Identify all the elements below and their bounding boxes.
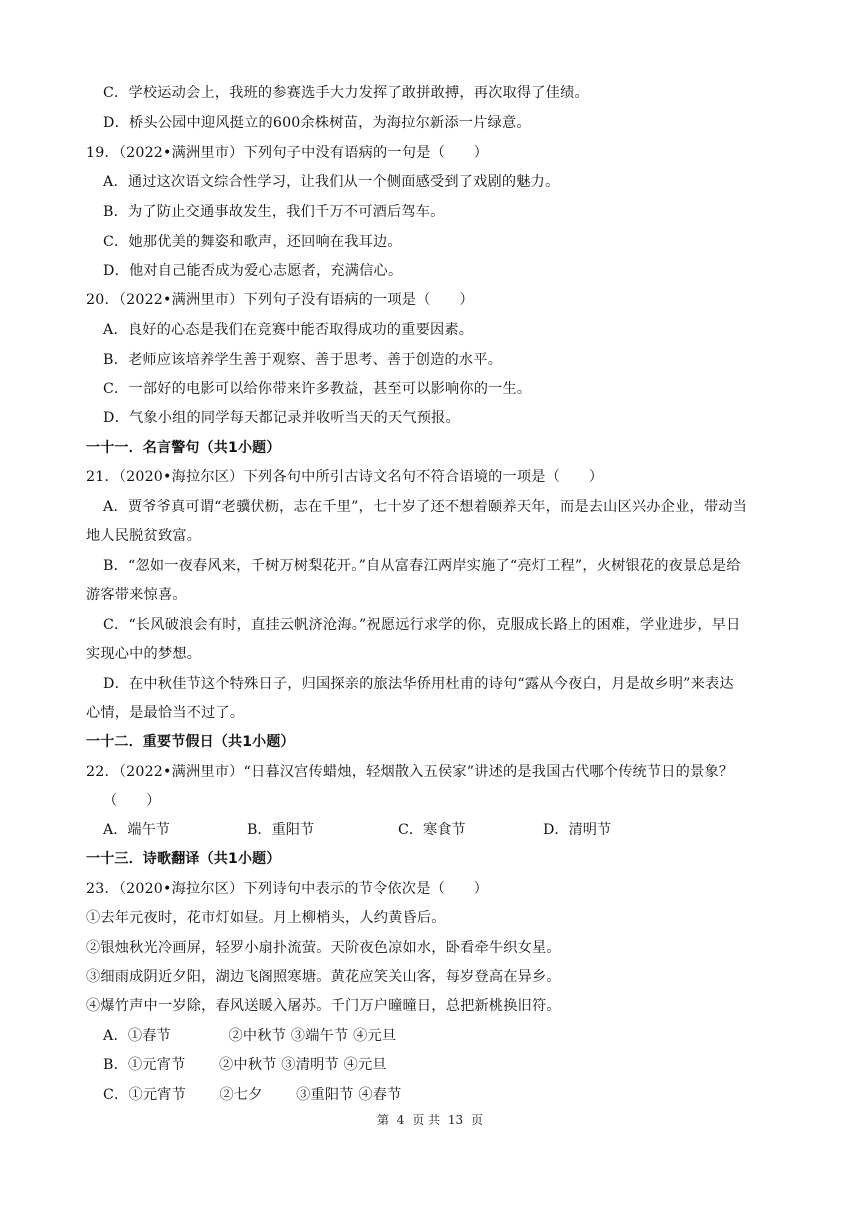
q23-option-c: C．①元宵节 ②七夕 ③重阳节 ④春节 <box>103 1087 402 1103</box>
q22-option-c: C．寒食节 <box>398 822 466 838</box>
q21-option-d-line1: D．在中秋佳节这个特殊日子，归国探亲的旅法华侨用杜甫的诗句“露从今夜白，月是故乡明”来表达 <box>103 676 734 692</box>
q21-option-d-line2: 心情，是最恰当不过了。 <box>86 705 245 721</box>
poem-line-2: ②银烛秋光冷画屏，轻罗小扇扑流萤。天阶夜色凉如水，卧看牵牛织女星。 <box>86 940 561 956</box>
footer-total-pages: 13 <box>447 1113 464 1127</box>
q21-option-c-line1: C．“长风破浪会有时，直挂云帆济沧海。”祝愿远行求学的你，克服成长路上的困难，学业进步，早日 <box>103 617 741 633</box>
page-footer <box>0 1112 860 1128</box>
q20-option-d: D．气象小组的同学每天都记录并收听当天的天气预报。 <box>103 410 460 426</box>
question-22: 22．（2022•满洲里市）“日暮汉宫传蜡烛，轻烟散入五侯家”讲述的是我国古代哪个传统节日的景象？ <box>86 764 734 780</box>
poem-line-4: ④爆竹声中一岁除，春风送暖入屠苏。千门万户曈曈日，总把新桃换旧符。 <box>86 998 561 1014</box>
question-19: 19．（2022•满洲里市）下列句子中没有语病的一句是（ ） <box>86 145 489 161</box>
poem-line-1: ①去年元夜时，花市灯如昼。月上柳梢头，人约黄昏后。 <box>86 910 446 926</box>
question-21: 21．（2020•海拉尔区）下列各句中所引古诗文名句不符合语境的一项是（ ） <box>86 469 604 485</box>
footer-middle: 页 共 <box>412 1113 441 1127</box>
q21-option-b-line2: 游客带来惊喜。 <box>86 587 187 603</box>
q18-option-c: C．学校运动会上，我班的参赛选手大力发挥了敢拼敢搏，再次取得了佳绩。 <box>103 85 589 101</box>
q18-option-d: D．桥头公园中迎风挺立的600余株树苗，为海拉尔新添一片绿意。 <box>103 115 531 131</box>
section-heading-11: 一十一．名言警句（共1小题） <box>86 440 281 456</box>
q21-option-a-line1: A．贾爷爷真可谓“老骥伏枥，志在千里”，七十岁了还不想着颐养天年，而是去山区兴办企业，带动当 <box>103 499 748 515</box>
q20-option-b: B．老师应该培养学生善于观察、善于思考、善于创造的水平。 <box>103 352 503 368</box>
q21-option-c-line2: 实现心中的梦想。 <box>86 646 202 662</box>
q20-option-c: C．一部好的电影可以给你带来许多教益，甚至可以影响你的一生。 <box>103 381 532 397</box>
question-20: 20．（2022•满洲里市）下列句子没有语病的一项是（ ） <box>86 292 474 308</box>
q20-option-a: A．良好的心态是我们在竞赛中能否取得成功的重要因素。 <box>103 322 474 338</box>
q22-answer-paren: （ ） <box>103 793 161 809</box>
q21-option-b-line1: B．“忽如一夜春风来，千树万树梨花开。”自从富春江两岸实施了“亮灯工程”，火树银花的夜景总是给 <box>103 558 741 574</box>
section-heading-12: 一十二．重要节假日（共1小题） <box>86 734 295 750</box>
q19-option-b: B．为了防止交通事故发生，我们千万不可酒后驾车。 <box>103 204 445 220</box>
poem-line-3: ③细雨成阴近夕阳，湖边飞阁照寒塘。黄花应笑关山客，每岁登高在异乡。 <box>86 969 561 985</box>
q19-option-c: C．她那优美的舞姿和歌声，还回响在我耳边。 <box>103 234 402 250</box>
q22-option-a: A．端午节 <box>103 822 170 838</box>
footer-prefix: 第 <box>376 1113 389 1127</box>
q23-option-a: A．①春节 ②中秋节 ③端午节 ④元旦 <box>103 1028 397 1044</box>
q22-option-b: B．重阳节 <box>247 822 315 838</box>
q19-option-d: D．他对自己能否成为爱心志愿者，充满信心。 <box>103 263 403 279</box>
footer-page-number: 4 <box>396 1113 405 1127</box>
q22-option-d: D．清明节 <box>543 822 612 838</box>
q19-option-a: A．通过这次语文综合性学习，让我们从一个侧面感受到了戏剧的魅力。 <box>103 174 560 190</box>
q21-option-a-line2: 地人民脱贫致富。 <box>86 528 202 544</box>
section-heading-13: 一十三．诗歌翻译（共1小题） <box>86 851 281 867</box>
q23-option-b: B．①元宵节 ②中秋节 ③清明节 ④元旦 <box>103 1057 387 1073</box>
footer-suffix: 页 <box>471 1113 484 1127</box>
question-23: 23．（2020•海拉尔区）下列诗句中表示的节令依次是（ ） <box>86 881 489 897</box>
